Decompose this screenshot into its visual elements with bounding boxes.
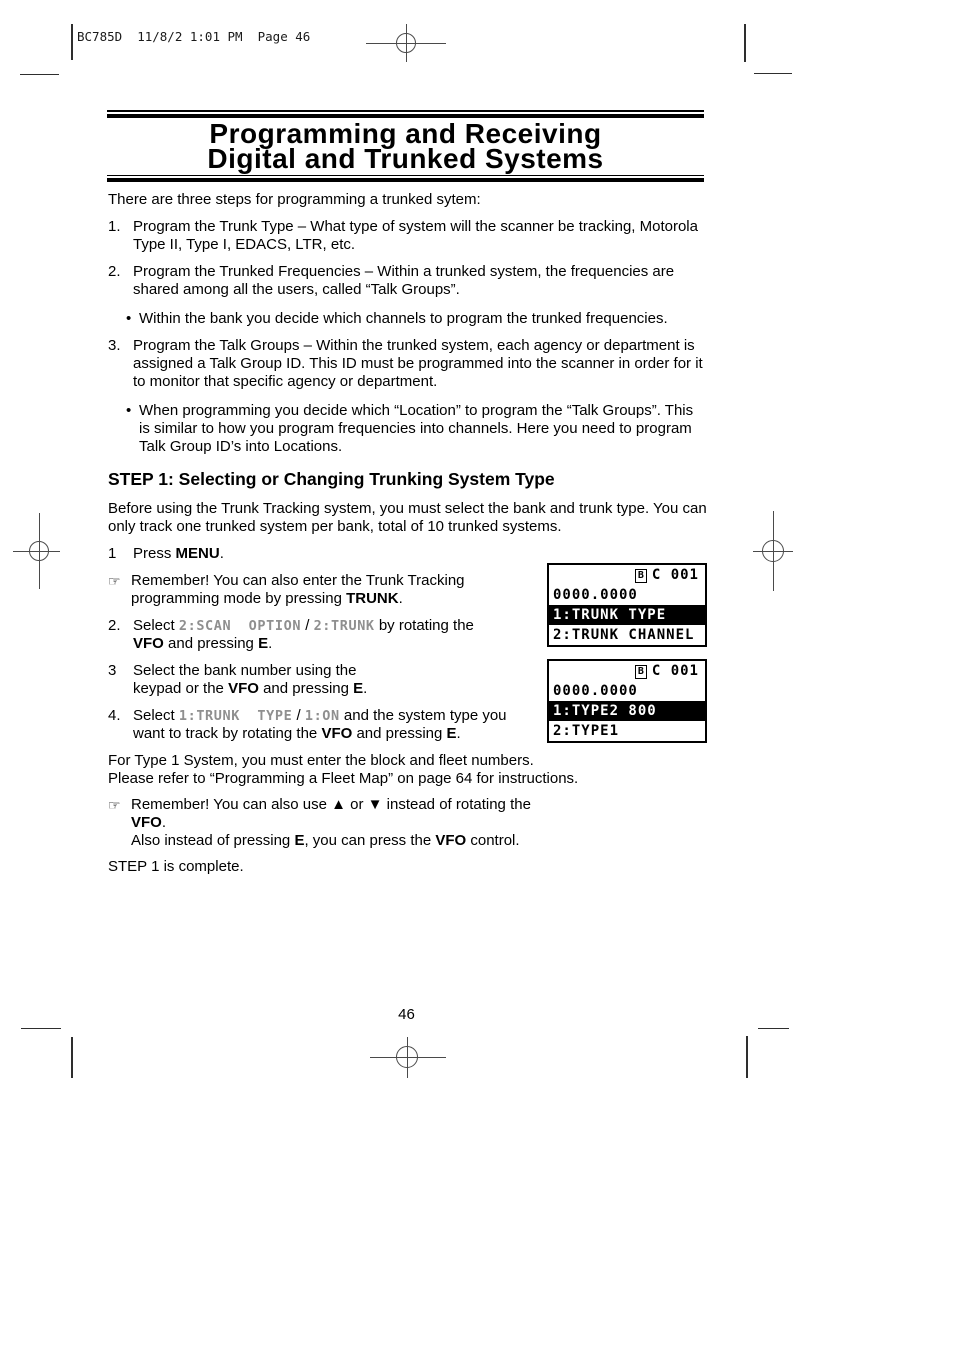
text-segment: E: [258, 635, 269, 652]
step-number: 4.: [108, 707, 121, 724]
bank-indicator-icon: B: [635, 569, 647, 583]
remember-note: [108, 796, 568, 850]
text-segment: .: [161, 814, 167, 831]
lcd-selected-row: 1:TRUNK TYPE: [549, 605, 705, 625]
title-rule-bottom: [107, 175, 704, 182]
text-segment: .: [219, 545, 224, 562]
lcd-header-row: [549, 661, 705, 681]
procedure-step-text: [133, 617, 558, 653]
lcd-display-trunk-menu: [547, 563, 707, 647]
bullet-glyph: •: [126, 402, 132, 419]
intro-paragraph: There are three steps for programming a trunked sytem:: [108, 191, 481, 208]
step-number: 3: [108, 662, 117, 679]
list-number: 1.: [108, 218, 121, 235]
text-segment: Also instead of pressing: [131, 832, 295, 849]
text-segment: Program the Talk Groups – Within the trunked system, each agency or department is assigned a Talk Group ID. This ID must be programmed into the scanner in order for it to monitor that specific agency or department.: [133, 337, 703, 390]
fleet-paragraph: [108, 752, 708, 788]
text-segment: by rotating the: [374, 617, 474, 634]
text-segment: Select: [133, 617, 179, 634]
title-rule-top: [107, 110, 704, 118]
bullet-item: [126, 402, 708, 456]
note-text: [131, 572, 568, 608]
bank-indicator-icon: B: [635, 665, 647, 679]
crop-mark: [71, 24, 73, 60]
lcd-frequency-row: 0000.0000: [553, 683, 638, 699]
text-segment: /: [292, 707, 305, 724]
text-segment: Program the Trunked Frequencies – Within a trunked system, the frequencies are shared among all the users, called “Talk Groups”.: [133, 263, 675, 298]
body-column: [108, 191, 708, 876]
bullet-item-text: [139, 402, 708, 456]
lcd-inline-text: 2:TRUNK: [313, 618, 375, 634]
text-segment: and pressing: [163, 635, 259, 652]
text-segment: Press: [133, 545, 176, 562]
procedure-step-text: [133, 545, 558, 563]
page-title-line2: Digital and Trunked Systems: [207, 142, 604, 174]
lcd-header-text: C 001: [651, 567, 699, 583]
procedure-step-text: [133, 662, 558, 698]
step-number: 2.: [108, 617, 121, 634]
list-item-text: [133, 218, 708, 254]
crop-mark: [20, 74, 59, 75]
text-segment: E: [353, 680, 364, 697]
page-title-block: [107, 110, 704, 182]
procedure-step: [108, 707, 558, 743]
text-segment: Remember! You can also enter the Trunk Tracking: [131, 572, 465, 589]
remember-note: [108, 572, 568, 608]
text-segment: Select: [133, 707, 179, 724]
text-segment: .: [363, 680, 368, 697]
lcd-display-type-menu: [547, 659, 707, 743]
list-number: 2.: [108, 263, 121, 280]
text-segment: control.: [466, 832, 520, 849]
text-segment: VFO: [228, 680, 259, 697]
crop-mark: [754, 73, 792, 74]
lcd-menu-row: 2:TRUNK CHANNEL: [553, 627, 695, 643]
complete-line: STEP 1 is complete.: [108, 858, 244, 875]
text-segment: VFO: [131, 814, 162, 831]
text-segment: For Type 1 System, you must enter the block and fleet numbers.: [108, 752, 534, 769]
text-segment: and pressing: [258, 680, 354, 697]
text-segment: want to track by rotating the: [133, 725, 322, 742]
list-item: [108, 337, 708, 391]
text-segment: and the system type you: [339, 707, 507, 724]
pointing-hand-icon: ☞: [108, 573, 121, 589]
lcd-selected-row: 1:TYPE2 800: [549, 701, 705, 721]
step-number: 1: [108, 545, 117, 562]
text-segment: Please refer to “Programming a Fleet Map” on page 64 for instructions.: [108, 770, 579, 787]
bullet-glyph: •: [126, 310, 132, 327]
crop-mark: [21, 1028, 61, 1029]
section-heading: STEP 1: Selecting or Changing Trunking System Type: [108, 469, 555, 489]
text-segment: TRUNK: [346, 590, 399, 607]
text-segment: VFO: [435, 832, 467, 849]
text-segment: E: [446, 725, 457, 742]
list-item: [108, 218, 708, 254]
text-segment: /: [301, 617, 314, 634]
page-title: [107, 118, 704, 175]
procedure-step: [108, 545, 558, 563]
text-segment: .: [268, 635, 273, 652]
lcd-frequency-row: 0000.0000: [553, 587, 638, 603]
text-segment: .: [456, 725, 461, 742]
crop-mark: [744, 24, 746, 62]
list-item-text: [133, 263, 708, 299]
crop-mark: [758, 1028, 789, 1029]
text-segment: Before using the Trunk Tracking system, you must select the bank and trunk type. You can only track one trunked system per bank, total of 10 trunked systems.: [108, 500, 707, 535]
page-title-line1: Programming and Receiving: [209, 117, 602, 149]
text-segment: Select the bank number using the: [133, 662, 357, 679]
text-segment: keypad or the: [133, 680, 229, 697]
print-slug: BC785D 11/8/2 1:01 PM Page 46: [77, 29, 311, 44]
text-segment: VFO: [133, 635, 164, 652]
text-segment: Within the bank you decide which channels to program the trunked frequencies.: [139, 310, 668, 327]
page-number: 46: [398, 1006, 415, 1023]
note-text: [131, 796, 568, 850]
lcd-header-text: C 001: [651, 663, 699, 679]
text-segment: programming mode by pressing: [131, 590, 347, 607]
list-item-text: [133, 337, 708, 391]
procedure-step: [108, 617, 558, 653]
text-segment: .: [398, 590, 403, 607]
bullet-item: [126, 310, 708, 328]
bullet-item-text: [139, 310, 708, 328]
text-segment: and pressing: [352, 725, 447, 742]
list-number: 3.: [108, 337, 121, 354]
crop-mark: [71, 1037, 73, 1078]
procedure-step: [108, 662, 558, 698]
pointing-hand-icon: ☞: [108, 797, 121, 813]
text-segment: , you can press the: [304, 832, 436, 849]
text-segment: Remember! You can also use ▲ or ▼ instead of rotating the: [131, 796, 531, 813]
text-segment: When programming you decide which “Location” to program the “Talk Groups”. This is similar to how you program frequencies into channels. Here you need to program Talk Group ID’s into Locations.: [139, 402, 694, 455]
text-segment: MENU: [175, 545, 220, 562]
text-segment: VFO: [321, 725, 353, 742]
lcd-header-row: [549, 565, 705, 585]
text-segment: E: [294, 832, 305, 849]
procedure-step-text: [133, 707, 558, 743]
lcd-inline-text: 2:SCAN OPTION: [178, 618, 302, 634]
section-lead: [108, 500, 708, 536]
list-item: [108, 263, 708, 299]
lcd-inline-text: 1:TRUNK TYPE: [178, 708, 293, 724]
crop-mark: [746, 1036, 748, 1078]
text-segment: Program the Trunk Type – What type of system will the scanner be tracking, Motorola Type II, Type I, EDACS, LTR, etc.: [133, 218, 698, 253]
lcd-menu-row: 2:TYPE1: [553, 723, 620, 739]
lcd-inline-text: 1:ON: [304, 708, 340, 724]
